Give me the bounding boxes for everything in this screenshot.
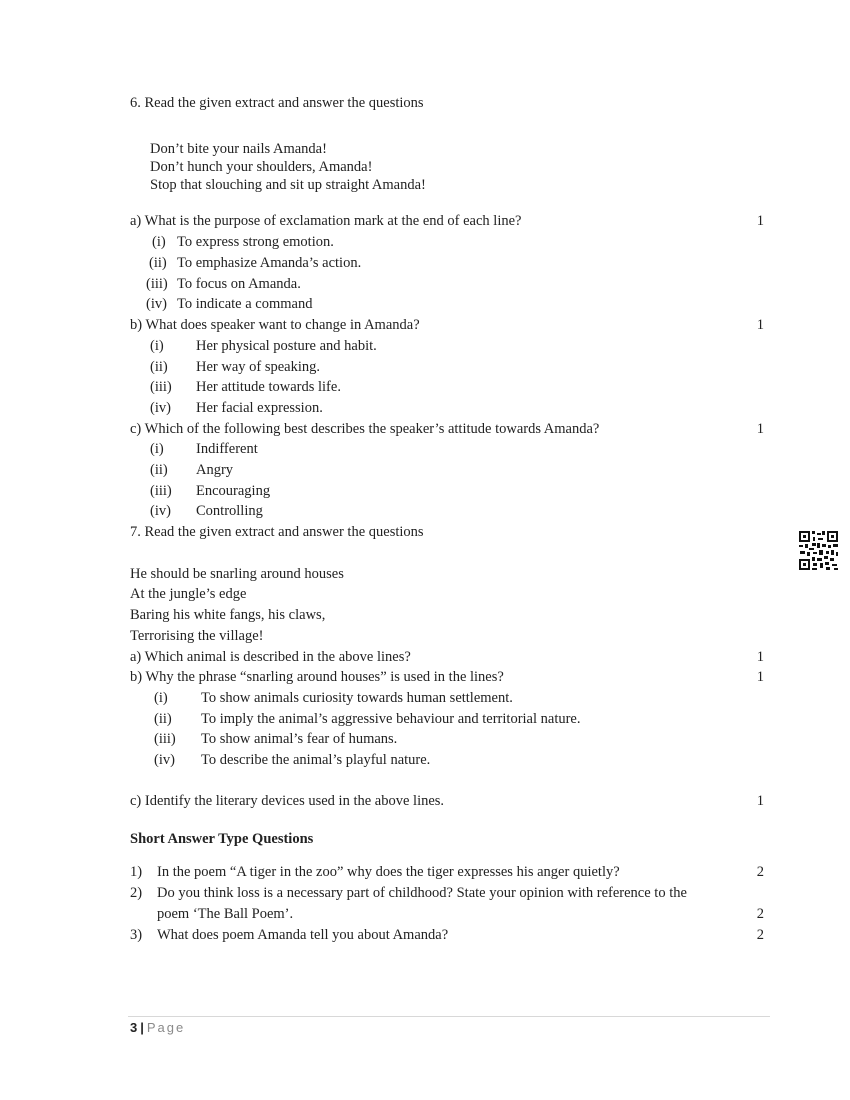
- q6c-marks: 1: [756, 421, 764, 437]
- sa-question-text: Do you think loss is a necessary part of childhood? State your opinion with reference to the: [157, 885, 687, 901]
- page-label: Page: [146, 1020, 186, 1035]
- q6c-option-num: (iii): [150, 483, 172, 499]
- q6b-option-text: Her physical posture and habit.: [196, 338, 377, 354]
- q7b-marks: 1: [756, 669, 764, 685]
- sa-question-num: 2): [130, 885, 143, 901]
- q6c-question: c) Which of the following best describes the speaker’s attitude towards Amanda?: [130, 421, 600, 437]
- q7-heading: 7. Read the given extract and answer the questions: [130, 524, 424, 540]
- sa-question-num: 1): [130, 864, 143, 880]
- qr-code-icon: [798, 530, 839, 571]
- q7-extract-line: Terrorising the village!: [130, 628, 264, 644]
- q6c-option-text: Indifferent: [196, 441, 258, 457]
- q7b-option-text: To describe the animal’s playful nature.: [201, 752, 431, 768]
- q6b-option-num: (ii): [150, 359, 168, 375]
- page-footer: [130, 1020, 185, 1036]
- q7a-question: a) Which animal is described in the above lines?: [130, 649, 411, 665]
- q6a-option-text: To express strong emotion.: [177, 234, 334, 250]
- q7c-marks: 1: [756, 793, 764, 809]
- q7b-option-text: To imply the animal’s aggressive behaviour and territorial nature.: [201, 711, 581, 727]
- q6b-option-num: (iii): [150, 379, 172, 395]
- footer-separator: |: [140, 1020, 144, 1035]
- q6a-option-num: (i): [152, 234, 166, 250]
- sa-question-num: 3): [130, 927, 143, 943]
- q7b-option-text: To show animal’s fear of humans.: [201, 731, 398, 747]
- q6a-option-num: (ii): [149, 255, 167, 271]
- q6b-marks: 1: [756, 317, 764, 333]
- q6a-option-text: To emphasize Amanda’s action.: [177, 255, 362, 271]
- q7-extract-line: He should be snarling around houses: [130, 566, 344, 582]
- q6c-option-text: Controlling: [196, 503, 263, 519]
- q6-extract-line: Don’t bite your nails Amanda!: [150, 141, 327, 157]
- q6b-question: b) What does speaker want to change in Amanda?: [130, 317, 420, 333]
- sa-question-marks: 2: [756, 906, 764, 922]
- q7b-option-num: (iii): [154, 731, 176, 747]
- q6a-option-num: (iv): [146, 296, 167, 312]
- q6b-option-text: Her way of speaking.: [196, 359, 321, 375]
- page-number: 3: [130, 1020, 138, 1035]
- q7b-question: b) Why the phrase “snarling around houses” is used in the lines?: [130, 669, 504, 685]
- q6a-option-text: To focus on Amanda.: [177, 276, 301, 292]
- q6-extract-line: Stop that slouching and sit up straight Amanda!: [150, 177, 426, 193]
- q6c-option-num: (ii): [150, 462, 168, 478]
- q6c-option-text: Angry: [196, 462, 234, 478]
- sa-question-text: poem ‘The Ball Poem’.: [157, 906, 294, 922]
- q6b-option-text: Her facial expression.: [196, 400, 323, 416]
- q7c-question: c) Identify the literary devices used in the above lines.: [130, 793, 445, 809]
- q7a-marks: 1: [756, 649, 764, 665]
- sa-question-text: What does poem Amanda tell you about Amanda?: [157, 927, 449, 943]
- q6a-option-text: To indicate a command: [177, 296, 313, 312]
- q6b-option-num: (i): [150, 338, 164, 354]
- q6-extract-line: Don’t hunch your shoulders, Amanda!: [150, 159, 373, 175]
- q6c-option-text: Encouraging: [196, 483, 271, 499]
- q6a-question: a) What is the purpose of exclamation mark at the end of each line?: [130, 213, 522, 229]
- q6b-option-num: (iv): [150, 400, 171, 416]
- q6-heading: 6. Read the given extract and answer the questions: [130, 95, 424, 111]
- q7-extract-line: At the jungle’s edge: [130, 586, 247, 602]
- q7-extract-line: Baring his white fangs, his claws,: [130, 607, 326, 623]
- q7b-option-num: (iv): [154, 752, 175, 768]
- q6c-option-num: (i): [150, 441, 164, 457]
- section-heading: Short Answer Type Questions: [130, 831, 314, 847]
- q6b-option-text: Her attitude towards life.: [196, 379, 341, 395]
- sa-question-marks: 2: [756, 864, 764, 880]
- sa-question-marks: 2: [756, 927, 764, 943]
- q7b-option-text: To show animals curiosity towards human settlement.: [201, 690, 513, 706]
- sa-question-text: In the poem “A tiger in the zoo” why does the tiger expresses his anger quietly?: [157, 864, 620, 880]
- q6a-marks: 1: [756, 213, 764, 229]
- q6c-option-num: (iv): [150, 503, 171, 519]
- q7b-option-num: (i): [154, 690, 168, 706]
- footer-divider: [128, 1016, 770, 1017]
- q7b-option-num: (ii): [154, 711, 172, 727]
- q6a-option-num: (iii): [146, 276, 168, 292]
